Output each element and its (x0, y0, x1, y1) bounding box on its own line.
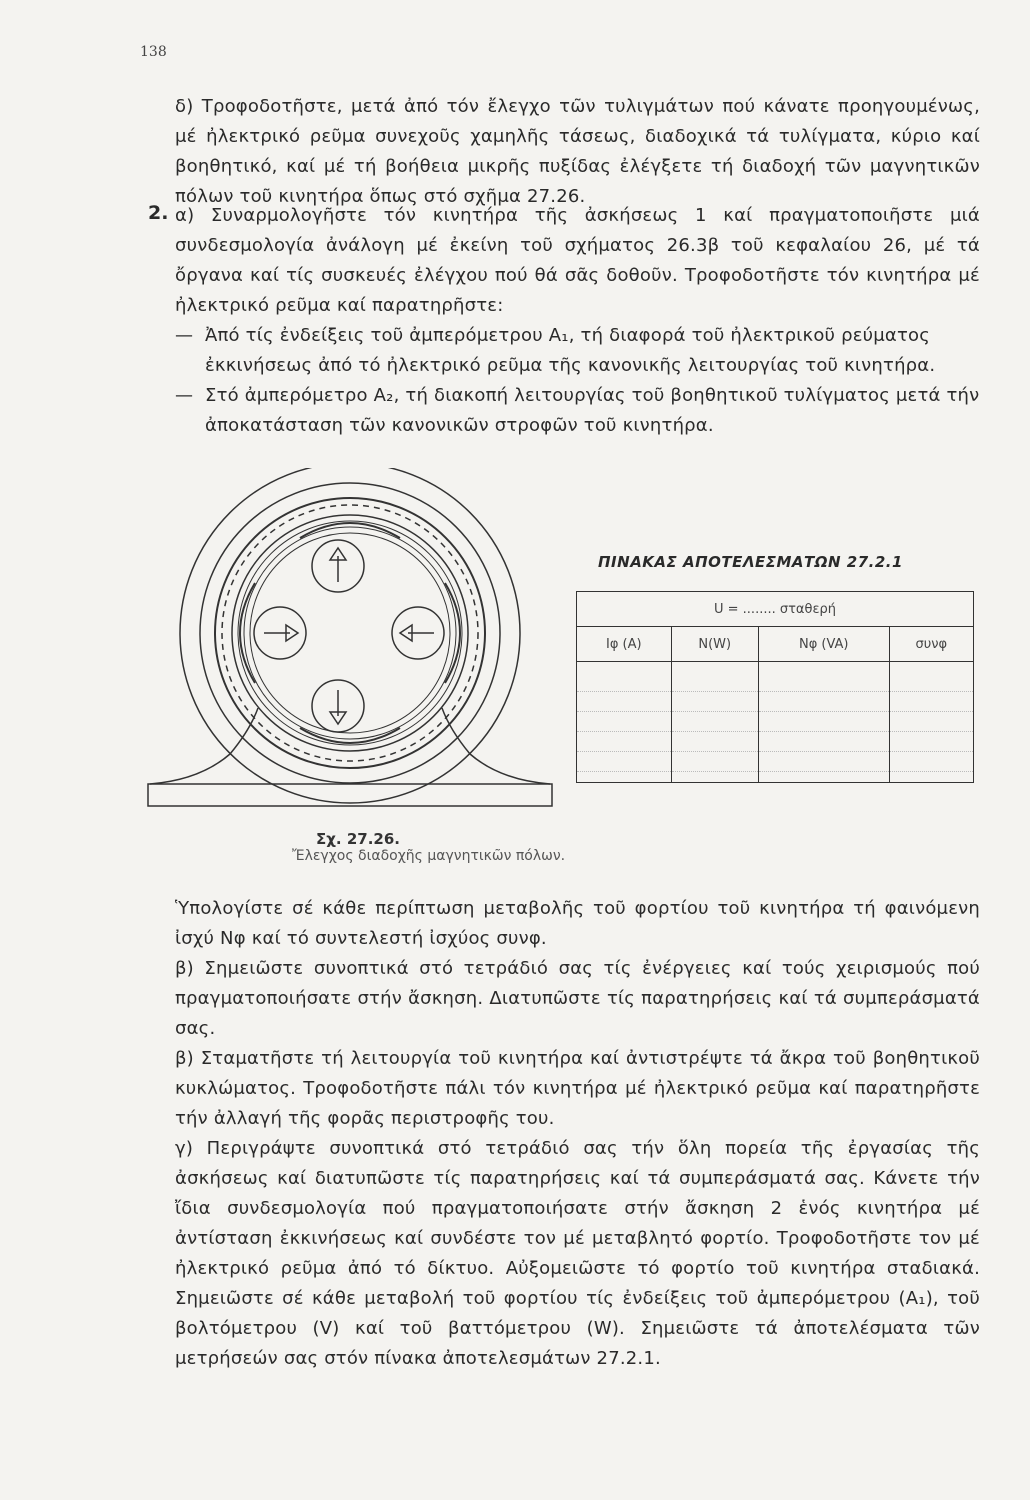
pole-shoe-bottom (300, 728, 400, 743)
paragraph-calc: Ὑπολογίστε σέ κάθε περίπτωση μεταβολῆς τοῦ φορτίου τοῦ κινητήρα τή φαινόμενη ἰσχύ Nφ καί τό συντελεστή ἰσχύος συνφ. (175, 898, 980, 949)
col-header-current: Iφ (A) (577, 627, 672, 662)
results-table (576, 591, 974, 783)
arrow-right-icon (264, 625, 298, 641)
bullet-ammeter-a1 (175, 321, 980, 381)
item-2 (175, 201, 980, 441)
col-header-power: N(W) (671, 627, 758, 662)
bullet-ammeter-a2 (175, 381, 980, 441)
paragraph-delta (175, 92, 980, 212)
table-cell (577, 662, 672, 783)
table-cell (671, 662, 758, 783)
arrow-down-icon (330, 690, 346, 724)
figure-caption-text: Ἔλεγχος διαδοχῆς μαγνητικῶν πόλων. (292, 848, 566, 864)
figure-caption-number: Σχ. 27.26. (316, 830, 400, 848)
paragraph-beta-2: β) Σταματῆστε τή λειτουργία τοῦ κινητήρα καί ἀντιστρέψτε τά ἄκρα τοῦ βοηθητικοῦ κυκλώματος. Τροφοδοτῆστε πάλι τόν κινητήρα μέ ἠλεκτρικό ρεῦμα καί παρατηρῆστε τήν ἀλλαγή τῆς φορᾶς περιστροφῆς του. (175, 1048, 980, 1129)
table-header-voltage: U = ........ σταθερή (577, 592, 974, 627)
pole-shoe-top (300, 523, 400, 538)
pole-shoe-left (240, 583, 255, 683)
paragraph-beta-1: β) Σημειῶστε συνοπτικά στό τετράδιό σας τίς ἐνέργειες καί τούς χειρισμούς πού πραγματοποιήσατε στήν ἄσκηση. Διατυπῶστε τίς παρατηρήσεις καί τά συμπεράσματά σας. (175, 958, 980, 1039)
dash-mark: — (175, 385, 194, 406)
figure-caption (292, 830, 565, 864)
lower-text (175, 894, 980, 1374)
arrow-up-icon (330, 548, 346, 582)
item-2-number: 2. (148, 202, 169, 224)
col-header-apparent-power: Nφ (VA) (758, 627, 889, 662)
bullet-ammeter-a2-text: Στό ἀμπερόμετρο A₂, τή διακοπή λειτουργίας τοῦ βοηθητικοῦ τυλίγματος μετά τήν ἀποκατάσταση τῶν κανονικῶν στροφῶν τοῦ κινητήρα. (205, 385, 980, 436)
bullet-ammeter-a1-text: Ἀπό τίς ἐνδείξεις τοῦ ἀμπερόμετρου A₁, τή διαφορά τοῦ ἠλεκτρικοῦ ρεύματος ἐκκινήσεως ἀπό τό ἠλεκτρικό ρεῦμα τῆς κανονικῆς λειτουργίας τοῦ κινητήρα. (205, 325, 936, 376)
motor-pole-figure (140, 468, 560, 818)
table-title: ΠΙΝΑΚΑΣ ΑΠΟΤΕΛΕΣΜΑΤΩΝ 27.2.1 (598, 553, 903, 571)
page-number: 138 (140, 44, 167, 60)
pole-shoe-right (445, 583, 460, 683)
paragraph-gamma: γ) Περιγράψτε συνοπτικά στό τετράδιό σας τήν ὅλη πορεία τῆς ἐργασίας τῆς ἀσκήσεως καί διατυπῶστε τίς παρατηρήσεις καί τά συμπεράσματά σας. Κάνετε τήν ἴδια συνδεσμολογία πού πραγματοποιήσατε στήν ἄσκηση 2 ἑνός κινητήρα μέ ἀντίσταση ἐκκινήσεως καί συνδέστε τον μέ μεταβλητό φορτίο. Τροφοδοτῆστε τον μέ ἠλεκτρικό ρεῦμα ἀπό τό δίκτυο. Αὐξομειῶστε τό φορτίο τοῦ κινητήρα σταδιακά. Σημειῶστε σέ κάθε μεταβολή τοῦ φορτίου τίς ἐνδείξεις τοῦ ἀμπερόμετρου (A₁), τοῦ βολτόμετρου (V) καί τοῦ βαττόμετρου (W). Σημειῶστε τά ἀποτελέσματα τῶν μετρήσεών σας στόν πίνακα ἀποτελεσμάτων 27.2.1. (175, 1138, 980, 1369)
arrow-left-icon (400, 625, 434, 641)
col-header-power-factor: συνφ (889, 627, 973, 662)
table-cell (758, 662, 889, 783)
dash-mark: — (175, 325, 194, 346)
table-cell (889, 662, 973, 783)
item-2-intro: α) Συναρμολογῆστε τόν κινητήρα τῆς ἀσκήσεως 1 καί πραγματοποιῆστε μιά συνδεσμολογία ἀνάλογη μέ ἐκείνη τοῦ σχήματος 26.3β τοῦ κεφαλαίου 26, μέ τά ὄργανα καί τίς συσκευές ἐλέγχου πού θά σᾶς δοθοῦν. Τροφοδοτῆστε τόν κινητήρα μέ ἠλεκτρικό ρεῦμα καί παρατηρῆστε: (175, 205, 980, 316)
motor-housing-inner (200, 483, 500, 783)
paragraph-delta-text: δ) Τροφοδοτῆστε, μετά ἀπό τόν ἔλεγχο τῶν τυλιγμάτων πού κάνατε προηγουμένως, μέ ἠλεκτρικό ρεῦμα συνεχοῦς χαμηλῆς τάσεως, διαδοχικά τά τυλίγματα, κύριο καί βοηθητικό, καί μέ τή βοήθεια μικρῆς πυξίδας ἐλέγξετε τή διαδοχή τῶν μαγνητικῶν πόλων τοῦ κινητήρα ὅπως στό σχῆμα 27.26. (175, 96, 980, 207)
